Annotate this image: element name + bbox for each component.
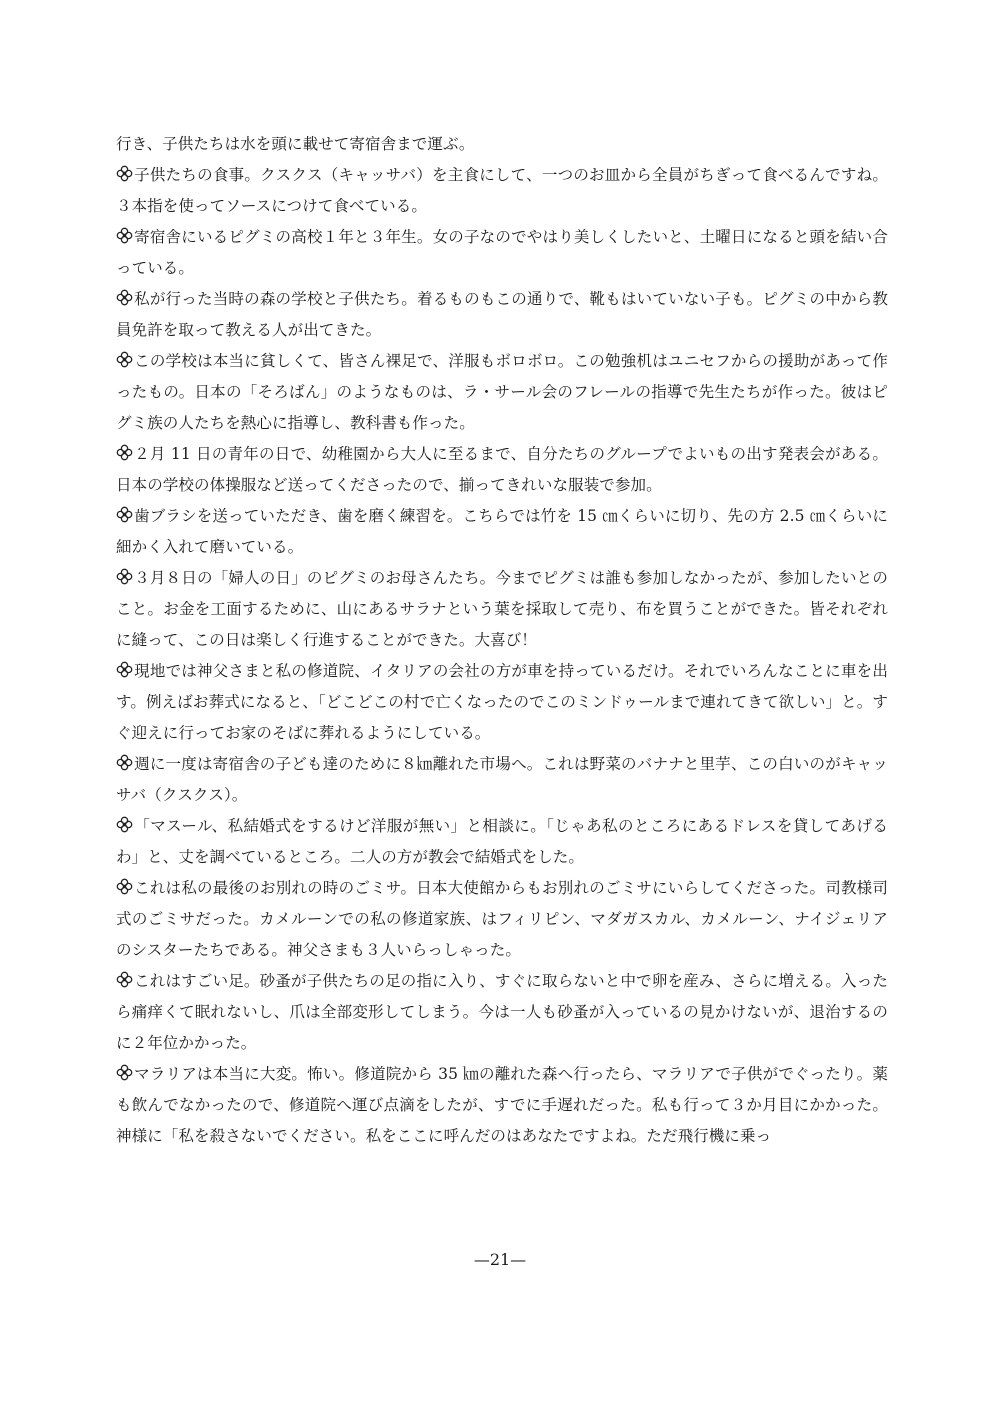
paragraph-8 [116,563,888,656]
clover-bullet-icon [116,227,133,244]
paragraph-4 [116,284,888,346]
paragraph-13 [116,966,888,1059]
paragraph-4-text: 私が行った当時の森の学校と子供たち。着るものもこの通りで、靴もはいていない子も。ピグミの中から教員免許を取って教える人が出てきた。 [116,290,888,339]
clover-bullet-icon [116,351,133,368]
paragraph-11-text: 「マスール、私結婚式をするけど洋服が無い」と相談に。「じゃあ私のところにあるドレスを貸してあげるわ」と、丈を調べているところ。二人の方が教会で結婚式をした。 [116,817,888,866]
clover-bullet-icon [116,754,133,771]
paragraph-7 [116,501,888,563]
paragraph-12 [116,873,888,966]
clover-bullet-icon [116,165,133,182]
clover-bullet-icon [116,971,133,988]
clover-bullet-icon [116,568,133,585]
paragraph-2 [116,160,888,222]
paragraph-10-text: 週に一度は寄宿舎の子ども達のために８㎞離れた市場へ。これは野菜のバナナと里芋、この白いのがキャッサバ（クスクス）。 [116,755,888,804]
body-text [116,129,888,1152]
clover-bullet-icon [116,289,133,306]
paragraph-6 [116,439,888,501]
paragraph-11 [116,811,888,873]
paragraph-1 [116,129,888,160]
page-number: —21— [473,1250,527,1269]
paragraph-5-text: この学校は本当に貧しくて、皆さん裸足で、洋服もボロボロ。この勉強机はユニセフからの援助があって作ったもの。日本の「そろばん」のようなものは、ラ・サール会のフレールの指導で先生たちが作った。彼はピグミ族の人たちを熱心に指導し、教科書も作った。 [116,352,888,432]
clover-bullet-icon [116,506,133,523]
paragraph-10 [116,749,888,811]
paragraph-3 [116,222,888,284]
clover-bullet-icon [116,444,133,461]
paragraph-14-text: マラリアは本当に大変。怖い。修道院から 35 ㎞の離れた森へ行ったら、マラリアで子供がでぐったり。薬も飲んでなかったので、修道院へ運び点滴をしたが、すでに手遅れだった。私も行って３か月目にかかった。神様に「私を殺さないでください。私をここに呼んだのはあなたですよね。ただ飛行機に乗っ [116,1065,888,1145]
clover-bullet-icon [116,878,133,895]
paragraph-2-text: 子供たちの食事。クスクス（キャッサバ）を主食にして、一つのお皿から全員がちぎって食べるんですね。３本指を使ってソースにつけて食べている。 [116,166,888,215]
clover-bullet-icon [116,661,133,678]
paragraph-8-text: ３月８日の「婦人の日」のピグミのお母さんたち。今までピグミは誰も参加しなかったが、参加したいとのこと。お金を工面するために、山にあるサラナという葉を採取して売り、布を買うことができた。皆それぞれに縫って、この日は楽しく行進することができた。大喜び！ [116,569,888,649]
paragraph-7-text: 歯ブラシを送っていただき、歯を磨く練習を。こちらでは竹を 15 ㎝くらいに切り、先の方 2.5 ㎝くらいに細かく入れて磨いている。 [116,507,888,556]
paragraph-12-text: これは私の最後のお別れの時のごミサ。日本大使館からもお別れのごミサにいらしてくださった。司教様司式のごミサだった。カメルーンでの私の修道家族、はフィリピン、マダガスカル、カメルーン、ナイジェリアのシスターたちである。神父さまも３人いらっしゃった。 [116,879,888,959]
paragraph-13-text: これはすごい足。砂蚤が子供たちの足の指に入り、すぐに取らないと中で卵を産み、さらに増える。入ったら痛痒くて眠れないし、爪は全部変形してしまう。今は一人も砂蚤が入っているの見かけないが、退治するのに２年位かかった。 [116,972,888,1052]
paragraph-3-text: 寄宿舎にいるピグミの高校１年と３年生。女の子なのでやはり美しくしたいと、土曜日になると頭を結い合っている。 [116,228,888,277]
paragraph-5 [116,346,888,439]
clover-bullet-icon [116,816,133,833]
paragraph-14 [116,1059,888,1152]
paragraph-9-text: 現地では神父さまと私の修道院、イタリアの会社の方が車を持っているだけ。それでいろんなことに車を出す。例えばお葬式になると、「どこどこの村で亡くなったのでこのミンドゥールまで連れてきて欲しい」と。すぐ迎えに行ってお家のそばに葬れるようにしている。 [116,662,888,742]
paragraph-1-text: 行き、子供たちは水を頭に載せて寄宿舎まで運ぶ。 [116,135,475,153]
paragraph-6-text: ２月 11 日の青年の日で、幼稚園から大人に至るまで、自分たちのグループでよいもの出す発表会がある。日本の学校の体操服など送ってくださったので、揃ってきれいな服装で参加。 [116,445,888,494]
paragraph-9 [116,656,888,749]
clover-bullet-icon [116,1064,133,1081]
